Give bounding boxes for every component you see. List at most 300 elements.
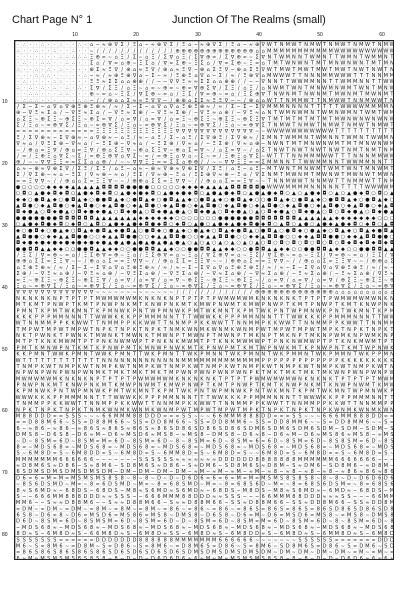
stitch-symbol: ● xyxy=(261,228,266,234)
stitch-symbol: ∼ xyxy=(151,141,155,147)
stitch-symbol: 8 xyxy=(96,463,99,469)
stitch-symbol: D xyxy=(335,463,339,469)
stitch-symbol: P xyxy=(78,370,81,376)
stitch-symbol: ⊕ xyxy=(96,154,100,160)
stitch-symbol: Ξ xyxy=(108,129,111,135)
stitch-symbol: ▲ xyxy=(120,240,124,246)
stitch-symbol: 6 xyxy=(157,500,160,506)
stitch-symbol: P xyxy=(23,389,26,395)
stitch-symbol: ◘ xyxy=(359,203,363,209)
stitch-symbol: ▲ xyxy=(35,209,39,215)
stitch-symbol: / xyxy=(158,265,160,271)
stitch-symbol: ⌂ xyxy=(121,135,124,141)
stitch-symbol: ● xyxy=(181,234,186,240)
stitch-symbol: M xyxy=(237,469,241,475)
stitch-symbol: 6 xyxy=(41,494,44,500)
stitch-symbol: M xyxy=(390,308,394,314)
stitch-symbol: ⌂ xyxy=(121,61,124,67)
stitch-symbol: 6 xyxy=(108,513,111,519)
stitch-symbol: S xyxy=(157,457,160,463)
stitch-symbol: N xyxy=(366,314,370,320)
stitch-symbol: ▲ xyxy=(169,203,173,209)
stitch-symbol: ○ xyxy=(273,240,277,246)
stitch-symbol: M xyxy=(224,414,228,420)
stitch-symbol: W xyxy=(193,333,198,339)
stitch-symbol: N xyxy=(286,389,290,395)
stitch-symbol: · xyxy=(66,67,68,73)
stitch-symbol: ⌂ xyxy=(16,166,19,172)
stitch-symbol: Ξ xyxy=(23,265,26,271)
stitch-symbol: ◘ xyxy=(372,234,376,240)
stitch-symbol: ⊕ xyxy=(230,79,234,85)
stitch-symbol: ⌂ xyxy=(16,265,19,271)
stitch-symbol: ● xyxy=(377,234,382,240)
stitch-symbol: ⌂ xyxy=(335,290,338,296)
stitch-symbol: ○ xyxy=(126,203,130,209)
stitch-symbol: ▲ xyxy=(108,209,112,215)
stitch-symbol: N xyxy=(341,389,345,395)
stitch-symbol: D xyxy=(384,444,388,450)
stitch-symbol: T xyxy=(16,327,21,333)
stitch-symbol: M xyxy=(230,414,234,420)
stitch-symbol: S xyxy=(151,451,154,457)
stitch-symbol: M xyxy=(298,116,302,122)
stitch-symbol: ∇ xyxy=(236,147,241,153)
stitch-symbol: T xyxy=(95,321,100,327)
stitch-symbol: N xyxy=(139,333,143,339)
stitch-symbol: ≈ xyxy=(261,438,265,444)
stitch-symbol: ⊕ xyxy=(114,253,118,259)
stitch-symbol: M xyxy=(298,166,302,172)
stitch-symbol: K xyxy=(65,321,69,327)
stitch-symbol: S xyxy=(292,513,295,519)
stitch-symbol: 6 xyxy=(164,426,167,432)
stitch-symbol: K xyxy=(102,389,106,395)
stitch-symbol: ⊕ xyxy=(163,154,167,160)
stitch-symbol: ∼ xyxy=(194,110,198,116)
stitch-symbol: / xyxy=(109,104,111,110)
stitch-symbol: W xyxy=(101,352,106,358)
stitch-symbol: ◆ xyxy=(200,184,204,190)
stitch-symbol: W xyxy=(206,302,211,308)
stitch-symbol: M xyxy=(347,85,351,91)
stitch-symbol: ● xyxy=(59,209,64,215)
stitch-symbol: 6 xyxy=(305,513,308,519)
stitch-symbol: Ξ xyxy=(231,265,234,271)
stitch-symbol: S xyxy=(256,420,259,426)
stitch-symbol: ⊕ xyxy=(175,98,179,104)
stitch-symbol: ▲ xyxy=(310,215,314,221)
stitch-symbol: M xyxy=(34,401,38,407)
stitch-symbol: ≈ xyxy=(255,259,259,265)
stitch-symbol: Σ xyxy=(298,284,301,290)
stitch-symbol: Ξ xyxy=(139,61,142,67)
stitch-symbol: ∼ xyxy=(273,284,277,290)
stitch-symbol: ⌂ xyxy=(35,147,38,153)
stitch-symbol: ∼ xyxy=(230,513,234,519)
stitch-symbol: ≈ xyxy=(292,253,296,259)
stitch-symbol: ≈ xyxy=(390,271,394,277)
stitch-symbol: N xyxy=(280,395,284,401)
stitch-symbol: W xyxy=(359,48,364,54)
stitch-symbol: K xyxy=(72,308,76,314)
stitch-symbol: T xyxy=(328,116,333,122)
stitch-symbol: / xyxy=(219,154,221,160)
stitch-symbol: P xyxy=(298,383,301,389)
stitch-symbol: 6 xyxy=(157,494,160,500)
stitch-symbol: ≈ xyxy=(188,141,192,147)
stitch-symbol: ⊕ xyxy=(163,67,167,73)
stitch-symbol: ● xyxy=(83,191,88,197)
stitch-symbol: Ξ xyxy=(347,265,350,271)
stitch-symbol: T xyxy=(150,333,155,339)
stitch-symbol: K xyxy=(47,395,51,401)
stitch-symbol: W xyxy=(334,370,339,376)
stitch-symbol: ⊕ xyxy=(194,116,198,122)
stitch-symbol: N xyxy=(151,358,155,364)
stitch-symbol: ⊕ xyxy=(224,79,228,85)
stitch-symbol: M xyxy=(47,457,51,463)
stitch-symbol: W xyxy=(291,178,296,184)
stitch-symbol: 6 xyxy=(29,500,32,506)
stitch-symbol: ◘ xyxy=(323,234,327,240)
stitch-symbol: T xyxy=(267,327,272,333)
stitch-symbol: W xyxy=(16,358,21,364)
stitch-symbol: ∴ xyxy=(16,48,19,54)
stitch-symbol: ⌂ xyxy=(121,98,124,104)
stitch-symbol: W xyxy=(353,116,358,122)
stitch-symbol: M xyxy=(322,92,326,98)
stitch-symbol: ○ xyxy=(22,184,26,190)
stitch-symbol: ∇ xyxy=(95,284,100,290)
stitch-symbol: M xyxy=(316,321,320,327)
stitch-symbol: N xyxy=(353,333,357,339)
stitch-symbol: / xyxy=(140,253,142,259)
stitch-symbol: ◆ xyxy=(53,234,57,240)
stitch-symbol: N xyxy=(310,178,314,184)
stitch-symbol: N xyxy=(390,172,394,178)
stitch-symbol: N xyxy=(292,110,296,116)
stitch-symbol: ∼ xyxy=(353,488,357,494)
stitch-symbol: ∼ xyxy=(261,154,265,160)
stitch-symbol: T xyxy=(322,104,327,110)
stitch-symbol: / xyxy=(29,154,31,160)
stitch-symbol: ∼ xyxy=(218,482,222,488)
stitch-symbol: M xyxy=(316,54,320,60)
stitch-symbol: ▲ xyxy=(384,222,388,228)
stitch-symbol: T xyxy=(297,370,302,376)
stitch-symbol: ∼ xyxy=(286,519,290,525)
stitch-symbol: / xyxy=(158,61,160,67)
stitch-symbol: N xyxy=(335,160,339,166)
stitch-symbol: ∇ xyxy=(212,42,217,48)
stitch-symbol: ▲ xyxy=(157,246,161,252)
stitch-symbol: M xyxy=(163,469,167,475)
stitch-symbol: W xyxy=(340,48,345,54)
stitch-symbol: ◆ xyxy=(225,246,229,252)
stitch-symbol: ≈ xyxy=(243,123,247,129)
stitch-symbol: ● xyxy=(40,191,45,197)
stitch-symbol: ≈ xyxy=(169,85,173,91)
stitch-symbol: M xyxy=(371,110,375,116)
stitch-symbol: ∼ xyxy=(194,67,198,73)
stitch-symbol: M xyxy=(53,314,57,320)
stitch-symbol: K xyxy=(151,296,155,302)
stitch-symbol: N xyxy=(359,98,363,104)
stitch-symbol: 6 xyxy=(280,500,283,506)
stitch-symbol: ≈ xyxy=(53,463,57,469)
stitch-symbol: ● xyxy=(200,222,205,228)
stitch-symbol: · xyxy=(72,85,74,91)
stitch-symbol: ∼ xyxy=(286,463,290,469)
stitch-symbol: / xyxy=(164,135,166,141)
stitch-symbol: M xyxy=(310,333,314,339)
stitch-symbol: / xyxy=(256,284,258,290)
stitch-symbol: W xyxy=(316,42,321,48)
stitch-symbol: M xyxy=(77,451,81,457)
stitch-symbol: ≈ xyxy=(157,519,161,525)
stitch-symbol: M xyxy=(169,383,173,389)
stitch-symbol: 8 xyxy=(188,438,191,444)
stitch-symbol: S xyxy=(298,519,301,525)
stitch-symbol: Σ xyxy=(219,277,222,283)
stitch-symbol: P xyxy=(47,401,50,407)
stitch-symbol: Σ xyxy=(206,85,209,91)
stitch-symbol: ◆ xyxy=(16,197,20,203)
stitch-symbol: · xyxy=(23,67,25,73)
stitch-symbol: ∼ xyxy=(40,500,44,506)
stitch-symbol: ▲ xyxy=(329,215,333,221)
stitch-symbol: ∇ xyxy=(46,166,51,172)
stitch-symbol: ○ xyxy=(138,234,142,240)
stitch-symbol: ⌂ xyxy=(243,67,246,73)
stitch-symbol: 8 xyxy=(366,432,369,438)
stitch-symbol: ∴ xyxy=(35,73,38,79)
stitch-symbol: ∼ xyxy=(230,277,234,283)
stitch-symbol: ◘ xyxy=(267,203,271,209)
stitch-symbol: ● xyxy=(255,222,260,228)
stitch-symbol: T xyxy=(71,302,76,308)
stitch-symbol: ○ xyxy=(206,222,210,228)
stitch-symbol: Ξ xyxy=(145,160,148,166)
stitch-symbol: S xyxy=(354,506,357,512)
stitch-symbol: ⊕ xyxy=(218,116,222,122)
stitch-symbol: M xyxy=(243,463,247,469)
stitch-symbol: D xyxy=(28,519,32,525)
row-label: 70 xyxy=(2,470,8,476)
stitch-symbol: N xyxy=(41,407,45,413)
stitch-symbol: W xyxy=(236,389,241,395)
stitch-symbol: ▲ xyxy=(206,240,210,246)
stitch-symbol: S xyxy=(59,432,62,438)
stitch-symbol: K xyxy=(29,302,33,308)
stitch-symbol: ≈ xyxy=(206,420,210,426)
stitch-symbol: ≈ xyxy=(273,414,277,420)
stitch-symbol: D xyxy=(378,414,382,420)
stitch-symbol: ▲ xyxy=(182,197,186,203)
stitch-symbol: ⌂ xyxy=(108,147,111,153)
stitch-symbol: 8 xyxy=(194,500,197,506)
stitch-symbol: 8 xyxy=(274,469,277,475)
stitch-symbol: T xyxy=(83,407,88,413)
stitch-symbol: T xyxy=(297,345,302,351)
stitch-symbol: ⌂ xyxy=(188,271,191,277)
stitch-symbol: N xyxy=(267,85,271,91)
stitch-symbol: · xyxy=(85,92,87,98)
stitch-symbol: M xyxy=(286,364,290,370)
row-label: 30 xyxy=(2,223,8,229)
stitch-symbol: ≈ xyxy=(77,482,81,488)
stitch-symbol: 6 xyxy=(96,488,99,494)
stitch-symbol: W xyxy=(261,345,266,351)
stitch-symbol: ≈ xyxy=(188,259,192,265)
stitch-symbol: K xyxy=(298,364,302,370)
stitch-symbol: ∴ xyxy=(78,98,81,104)
stitch-symbol: ≈ xyxy=(194,147,198,153)
stitch-symbol: · xyxy=(79,61,81,67)
stitch-symbol: D xyxy=(65,438,69,444)
stitch-symbol: N xyxy=(157,401,161,407)
stitch-symbol: ⌂ xyxy=(47,104,50,110)
stitch-symbol: ⊕ xyxy=(90,259,94,265)
stitch-symbol: ∼ xyxy=(175,519,179,525)
stitch-symbol: ▲ xyxy=(157,234,161,240)
stitch-symbol: ∼ xyxy=(378,457,382,463)
stitch-symbol: ○ xyxy=(377,215,381,221)
stitch-symbol: W xyxy=(340,383,345,389)
stitch-symbol: ≈ xyxy=(390,420,394,426)
stitch-symbol: ∼ xyxy=(206,414,210,420)
stitch-symbol: N xyxy=(71,370,75,376)
stitch-symbol: Σ xyxy=(121,42,124,48)
stitch-symbol: ∼ xyxy=(157,73,161,79)
stitch-symbol: W xyxy=(316,395,321,401)
stitch-symbol: T xyxy=(40,327,45,333)
stitch-symbol: ≈ xyxy=(255,61,259,67)
stitch-symbol: ∇ xyxy=(52,104,57,110)
stitch-symbol: ◘ xyxy=(126,228,130,234)
stitch-symbol: · xyxy=(42,79,44,85)
stitch-symbol: · xyxy=(42,92,44,98)
stitch-symbol: S xyxy=(90,475,93,481)
stitch-symbol: W xyxy=(377,67,382,73)
stitch-symbol: M xyxy=(347,141,351,147)
stitch-symbol: ∼ xyxy=(384,426,388,432)
stitch-symbol: 6 xyxy=(16,469,19,475)
stitch-symbol: ∼ xyxy=(200,414,204,420)
stitch-symbol: ◆ xyxy=(59,184,63,190)
stitch-symbol: K xyxy=(23,333,27,339)
stitch-symbol: W xyxy=(218,395,223,401)
stitch-symbol: W xyxy=(285,327,290,333)
stitch-symbol: ● xyxy=(114,222,119,228)
stitch-symbol: 8 xyxy=(72,494,75,500)
stitch-symbol: M xyxy=(249,352,253,358)
stitch-symbol: ● xyxy=(261,184,266,190)
stitch-symbol: ∇ xyxy=(230,160,235,166)
stitch-symbol: ● xyxy=(114,240,119,246)
stitch-symbol: T xyxy=(236,364,241,370)
stitch-symbol: D xyxy=(378,500,382,506)
stitch-symbol: ∼ xyxy=(90,48,94,54)
stitch-symbol: ▲ xyxy=(139,209,143,215)
stitch-symbol: / xyxy=(213,104,215,110)
stitch-symbol: ⌂ xyxy=(317,259,320,265)
stitch-symbol: ◆ xyxy=(41,228,45,234)
stitch-symbol: ▲ xyxy=(335,191,339,197)
stitch-symbol: M xyxy=(200,327,204,333)
stitch-symbol: ⌂ xyxy=(262,110,265,116)
stitch-symbol: 8 xyxy=(360,482,363,488)
stitch-symbol: T xyxy=(114,327,119,333)
stitch-symbol: T xyxy=(58,407,63,413)
stitch-symbol: W xyxy=(298,110,303,116)
stitch-symbol: / xyxy=(85,154,87,160)
stitch-symbol: T xyxy=(273,110,278,116)
stitch-symbol: K xyxy=(164,339,168,345)
stitch-symbol: K xyxy=(127,401,131,407)
stitch-symbol: ⊕ xyxy=(206,42,210,48)
stitch-symbol: M xyxy=(316,154,320,160)
stitch-symbol: ∇ xyxy=(261,42,266,48)
stitch-symbol: W xyxy=(365,172,370,178)
stitch-symbol: M xyxy=(316,166,320,172)
stitch-symbol: ◘ xyxy=(267,228,271,234)
stitch-symbol: 6 xyxy=(145,432,148,438)
stitch-symbol: W xyxy=(157,345,162,351)
stitch-symbol: ▲ xyxy=(96,246,100,252)
stitch-symbol: ▲ xyxy=(169,209,173,215)
stitch-symbol: ≈ xyxy=(90,432,94,438)
stitch-symbol: ⊕ xyxy=(224,110,228,116)
stitch-symbol: M xyxy=(378,513,382,519)
stitch-symbol: N xyxy=(114,358,118,364)
stitch-symbol: / xyxy=(158,54,160,60)
stitch-symbol: D xyxy=(59,463,63,469)
stitch-symbol: ⊕ xyxy=(71,104,75,110)
stitch-symbol: / xyxy=(23,160,25,166)
stitch-symbol: Ξ xyxy=(194,104,197,110)
stitch-symbol: S xyxy=(329,432,332,438)
stitch-symbol: ∇ xyxy=(261,104,266,110)
stitch-symbol: ○ xyxy=(65,246,69,252)
stitch-symbol: T xyxy=(273,383,278,389)
stitch-symbol: ○ xyxy=(292,246,296,252)
stitch-symbol: D xyxy=(212,432,216,438)
stitch-symbol: · xyxy=(79,67,81,73)
stitch-symbol: M xyxy=(292,98,296,104)
stitch-symbol: T xyxy=(353,73,358,79)
stitch-symbol: ∴ xyxy=(84,73,87,79)
stitch-symbol: Ξ xyxy=(121,92,124,98)
stitch-symbol: ◘ xyxy=(22,203,26,209)
stitch-symbol: ≈ xyxy=(237,451,241,457)
stitch-symbol: D xyxy=(249,457,253,463)
stitch-symbol: M xyxy=(102,438,106,444)
stitch-symbol: K xyxy=(213,314,217,320)
stitch-symbol: D xyxy=(108,432,112,438)
stitch-symbol: ⊕ xyxy=(273,290,277,296)
stitch-symbol: N xyxy=(225,308,229,314)
stitch-symbol: ≈ xyxy=(194,444,198,450)
stitch-symbol: ◆ xyxy=(163,215,167,221)
stitch-symbol: D xyxy=(206,513,210,519)
stitch-symbol: ◆ xyxy=(359,215,363,221)
stitch-symbol: ≈ xyxy=(230,73,234,79)
stitch-symbol: W xyxy=(353,160,358,166)
stitch-symbol: P xyxy=(59,370,62,376)
stitch-symbol: 8 xyxy=(66,494,69,500)
